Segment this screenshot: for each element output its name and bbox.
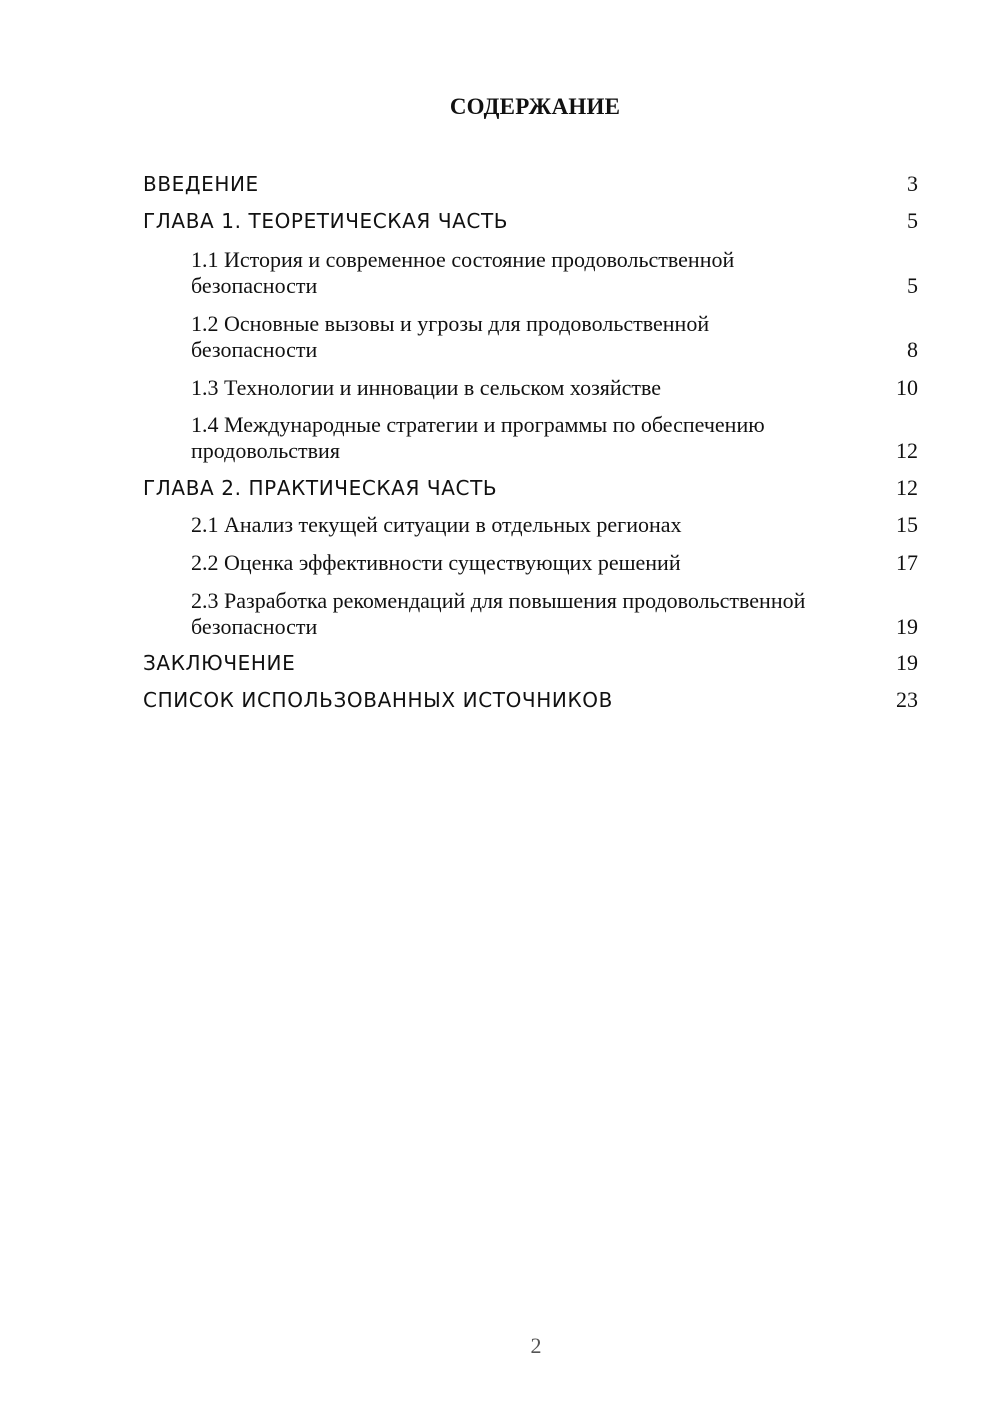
toc-entry-text: 2.1 Анализ текущей ситуации в отдельных регионах bbox=[191, 512, 682, 537]
toc-entry-page: 3 bbox=[907, 171, 918, 196]
toc-entry-text: ГЛАВА 2. ПРАКТИЧЕСКАЯ ЧАСТЬ bbox=[143, 476, 498, 500]
page-number: 2 bbox=[530, 1333, 542, 1358]
toc-title: СОДЕРЖАНИЕ bbox=[449, 94, 621, 119]
toc-entry-section-2-2[interactable] bbox=[191, 550, 918, 576]
toc-entry-text: СПИСОК ИСПОЛЬЗОВАННЫХ ИСТОЧНИКОВ bbox=[143, 688, 613, 712]
toc-entry-page: 17 bbox=[896, 550, 918, 575]
toc-entry-page: 12 bbox=[896, 475, 918, 500]
toc-entry-text: 1.2 Основные вызовы и угрозы для продовольственной безопасности bbox=[191, 311, 710, 362]
toc-entry-text: 2.3 Разработка рекомендаций для повышения продовольственной безопасности bbox=[191, 588, 806, 639]
toc-entry-page: 19 bbox=[896, 614, 918, 639]
toc-entry-text: 1.4 Международные стратегии и программы по обеспечению продовольствия bbox=[191, 412, 765, 463]
toc-entry-section-1-3[interactable] bbox=[191, 375, 918, 401]
toc-entry-text: ГЛАВА 1. ТЕОРЕТИЧЕСКАЯ ЧАСТЬ bbox=[143, 209, 509, 233]
toc-entry-section-2-1[interactable] bbox=[191, 512, 918, 538]
toc-entry-chapter-1[interactable] bbox=[143, 208, 918, 234]
toc-entry-page: 5 bbox=[907, 208, 918, 233]
toc-entry-text: ВВЕДЕНИЕ bbox=[143, 172, 259, 196]
toc-entry-text: 1.1 История и современное состояние продовольственной безопасности bbox=[191, 247, 735, 298]
toc-entry-section-2-3[interactable] bbox=[191, 588, 918, 640]
toc-entry-text: 2.2 Оценка эффективности существующих решений bbox=[191, 550, 681, 575]
toc-entry-page: 19 bbox=[896, 650, 918, 675]
toc-entry-page: 23 bbox=[896, 687, 918, 712]
toc-entry-section-1-1[interactable] bbox=[191, 247, 918, 299]
toc-entry-section-1-2[interactable] bbox=[191, 311, 918, 363]
toc-entry-page: 12 bbox=[896, 438, 918, 463]
toc-entry-introduction[interactable] bbox=[143, 171, 918, 197]
toc-entry-page: 10 bbox=[896, 375, 918, 400]
toc-entry-references[interactable] bbox=[143, 687, 918, 713]
toc-entry-section-1-4[interactable] bbox=[191, 412, 918, 464]
toc-entry-conclusion[interactable] bbox=[143, 650, 918, 676]
toc-entry-page: 15 bbox=[896, 512, 918, 537]
toc-entry-page: 8 bbox=[907, 337, 918, 362]
toc-entry-text: 1.3 Технологии и инновации в сельском хозяйстве bbox=[191, 375, 662, 400]
toc-entry-chapter-2[interactable] bbox=[143, 475, 918, 501]
toc-entry-text: ЗАКЛЮЧЕНИЕ bbox=[143, 651, 296, 675]
toc-entry-page: 5 bbox=[907, 273, 918, 298]
